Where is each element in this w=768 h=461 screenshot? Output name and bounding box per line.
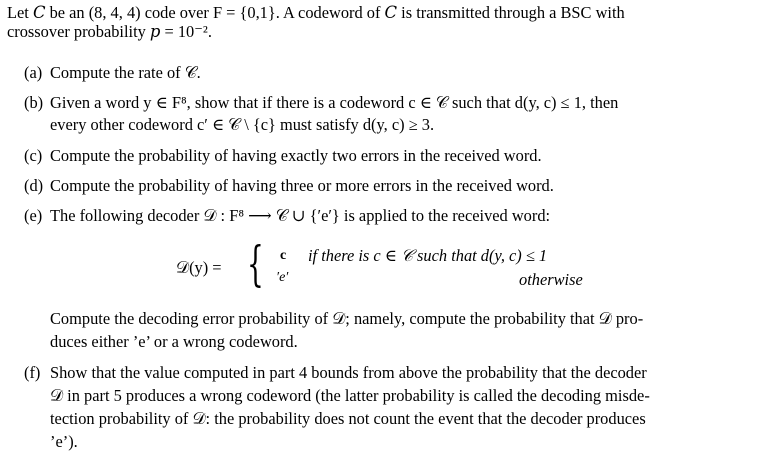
item-c-text: Compute the probability of having exactly two errors in the received word. bbox=[50, 146, 542, 165]
left-brace-icon: { bbox=[247, 236, 264, 292]
item-f-label: (f) bbox=[24, 363, 41, 382]
item-a-text: Compute the rate of 𝒞. bbox=[50, 63, 201, 82]
item-f-text-4: ’e’). bbox=[50, 432, 78, 451]
item-e-tail-2: duces either ’e’ or a wrong codeword. bbox=[50, 332, 298, 351]
item-e-tail-1: Compute the decoding error probability of 𝒟; namely, compute the probability that 𝒟 pro- bbox=[50, 309, 644, 328]
item-c-label: (c) bbox=[24, 146, 43, 165]
item-b-label: (b) bbox=[24, 93, 44, 112]
item-b-text-2: every other codeword c′ ∈ 𝒞 \ {c} must satisfy d(y, c) ≥ 3. bbox=[50, 115, 435, 134]
item-d-label: (d) bbox=[24, 176, 44, 195]
case-2-value: ′e′ bbox=[276, 270, 289, 285]
intro-line-1: Let 𝐶 be an (8, 4, 4) code over F = {0,1}. A codeword of 𝐶 is transmitted through a BSC with bbox=[7, 3, 625, 22]
case-1-condition: if there is c ∈ 𝒞 such that d(y, c) ≤ 1 bbox=[308, 246, 548, 265]
item-f-text-2: 𝒟 in part 5 produces a wrong codeword (the latter probability is called the decoding misde- bbox=[50, 386, 650, 405]
item-e-text: The following decoder 𝒟 : F⁸ ⟶ 𝒞 ∪ {′e′} is applied to the received word: bbox=[50, 206, 551, 225]
intro-line-2: crossover probability 𝑝 = 10⁻². bbox=[7, 22, 212, 41]
item-f-text-3: tection probability of 𝒟: the probability does not count the event that the decoder produces bbox=[50, 409, 646, 428]
case-2-condition: otherwise bbox=[519, 270, 583, 289]
equation-lhs: 𝒟(y) = bbox=[176, 258, 222, 277]
item-d-text: Compute the probability of having three or more errors in the received word. bbox=[50, 176, 554, 195]
item-f-text-1: Show that the value computed in part 4 bounds from above the probability that the decoder bbox=[50, 363, 647, 382]
item-b-text-1: Given a word y ∈ F⁸, show that if there is a codeword c ∈ 𝒞 such that d(y, c) ≤ 1, then bbox=[50, 93, 619, 112]
item-e-label: (e) bbox=[24, 206, 43, 225]
case-1-value: c bbox=[280, 248, 287, 263]
item-a-label: (a) bbox=[24, 63, 43, 82]
